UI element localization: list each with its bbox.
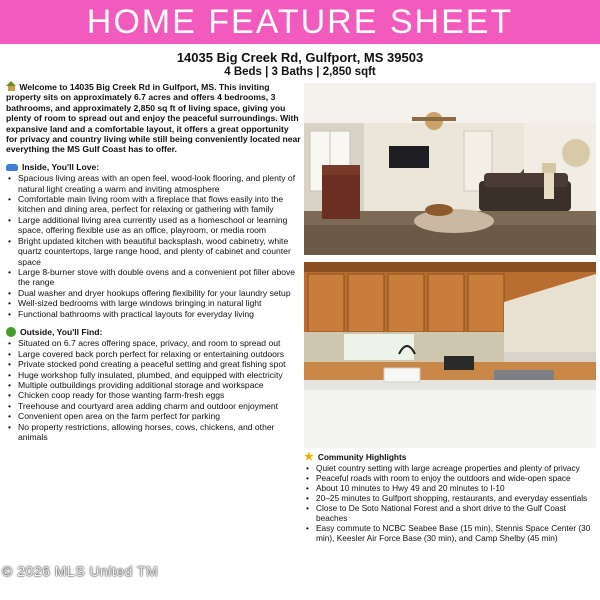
list-item: • Chicken coop ready for those wanting farm-fresh eggs	[6, 390, 302, 400]
outside-title-text: Outside, You'll Find:	[20, 326, 103, 337]
list-item: • Private stocked pond creating a peaceful setting and great fishing spot	[6, 359, 302, 369]
list-item: • Functional bathrooms with practical layouts for everyday living	[6, 309, 302, 319]
inside-feature-list	[6, 173, 302, 319]
kitchen-photo	[304, 262, 596, 448]
header-banner	[0, 0, 600, 44]
car-icon	[6, 164, 18, 171]
list-item: • Situated on 6.7 acres offering space, privacy, and room to spread out	[6, 338, 302, 348]
living-room-photo	[304, 83, 596, 255]
list-item: • Large 8-burner stove with double ovens and a convenient pot filler above the range	[6, 267, 302, 288]
list-item: • Large additional living area currently used as a homeschool or learning space, offering flexible use as an office, playroom, or media room	[6, 215, 302, 236]
property-specs: 4 Beds | 3 Baths | 2,850 sqft	[224, 66, 376, 78]
property-address: 14035 Big Creek Rd, Gulfport, MS 39503	[176, 50, 424, 65]
star-icon: ★	[304, 452, 314, 463]
list-item: • No property restrictions, allowing horses, cows, chickens, and other animals	[6, 422, 302, 443]
list-item: • Well-sized bedrooms with large windows bringing in natural light	[6, 298, 302, 308]
outside-feature-list	[6, 338, 302, 442]
list-item: • Large covered back porch perfect for relaxing or entertaining outdoors	[6, 349, 302, 359]
features-column	[6, 81, 302, 600]
house-icon	[6, 81, 17, 91]
community-section-title	[304, 452, 596, 462]
copyright-watermark: © 2026 MLS United TM	[2, 563, 159, 579]
list-item: • About 10 minutes to Hwy 49 and 20 minutes to I-10	[304, 483, 596, 493]
list-item: • Treehouse and courtyard area adding charm and outdoor enjoyment	[6, 401, 302, 411]
community-title-text: Community Highlights	[317, 452, 407, 462]
intro-paragraph	[6, 81, 302, 155]
inside-title-text: Inside, You'll Love:	[22, 161, 100, 172]
list-item: • Bright updated kitchen with beautiful backsplash, wood cabinetry, white quartz countertops, large range hood, and plenty of cabinet and counter space	[6, 236, 302, 267]
page-title: HOME FEATURE SHEET	[86, 2, 514, 41]
list-item: • Dual washer and dryer hookups offering flexibility for your laundry setup	[6, 288, 302, 298]
list-item: • Multiple outbuildings providing additional storage and workspace	[6, 380, 302, 390]
list-item: • Convenient open area on the farm perfect for parking	[6, 411, 302, 421]
intro-text: Welcome to 14035 Big Creek Rd in Gulfport, MS. This inviting property sits on approximately 6.7 acres and offers 4 bedrooms, 3 bathrooms, and approximately 2,850 sq ft of living space, giving you plenty of room to spread out and enjoy the peaceful surroundings. With expansive land and a comfortable layout, it offers a great opportunity for privacy and country living while still being conveniently located near everything the MS Gulf Coast has to offer.	[6, 82, 301, 155]
list-item: • Huge workshop fully insulated, plumbed, and equipped with electricity	[6, 370, 302, 380]
community-list	[304, 463, 596, 543]
outside-section-title	[6, 327, 302, 337]
inside-section-title	[6, 162, 302, 172]
tree-icon	[6, 327, 16, 337]
list-item: • 20–25 minutes to Gulfport shopping, restaurants, and everyday essentials	[304, 493, 596, 503]
list-item: • Close to De Soto National Forest and a short drive to the Gulf Coast beaches	[304, 503, 596, 523]
list-item: • Spacious living areas with an open feel, wood-look flooring, and plenty of natural light creating a warm and inviting atmosphere	[6, 173, 302, 194]
list-item: • Peaceful roads with room to enjoy the outdoors and wide-open space	[304, 473, 596, 483]
list-item: • Quiet country setting with large acreage properties and plenty of privacy	[304, 463, 596, 473]
community-highlights	[304, 452, 596, 600]
list-item: • Comfortable main living room with a fireplace that flows easily into the kitchen and dining area, perfect for relaxing or gathering with family	[6, 194, 302, 215]
list-item: • Easy commute to NCBC Seabee Base (15 min), Stennis Space Center (30 min), Keesler Air Force Base (30 min), and Camp Shelby (45 min)	[304, 523, 596, 543]
